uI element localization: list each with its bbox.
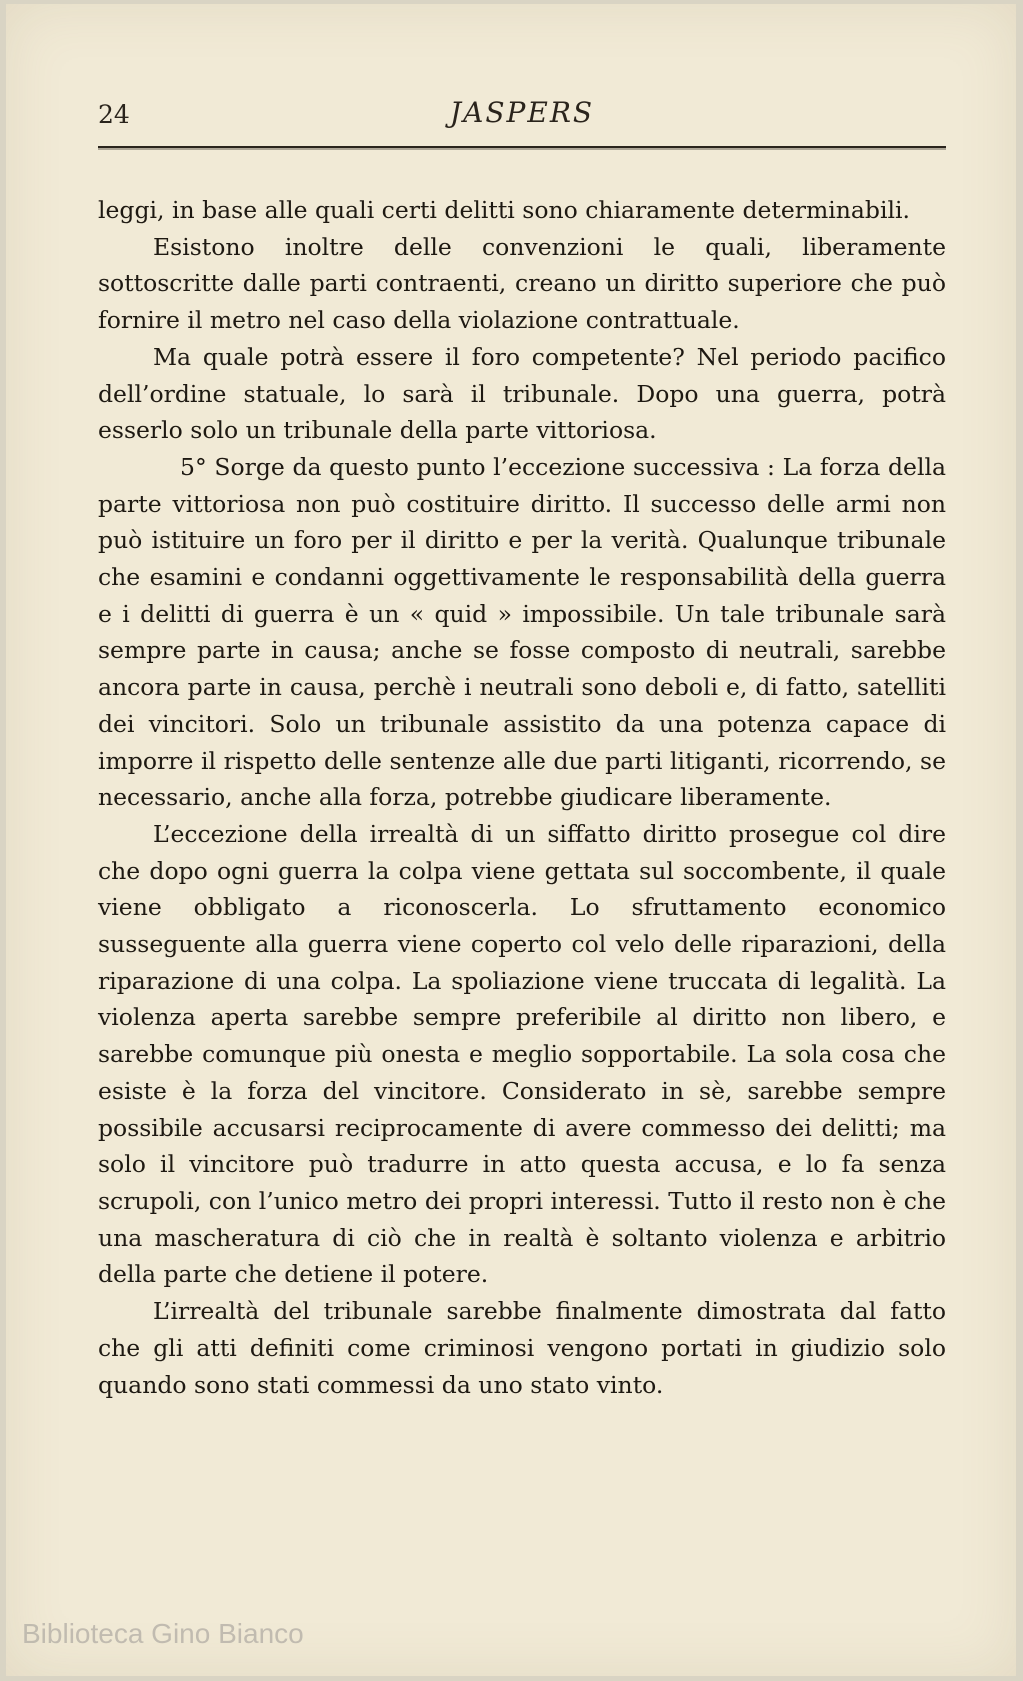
body-text (98, 192, 946, 1403)
paragraph: 5° Sorge da questo punto l’eccezione successiva : La forza della parte vittoriosa non può costituire diritto. Il successo delle armi non può istituire un foro per il diritto e per la verità. Qualunque tribunale che esamini e condanni oggettivamente le responsabilità della guerra e i delitti di guerra è un « quid » impossibile. Un tale tribunale sarà sempre parte in causa; anche se fosse composto di neutrali, sarebbe ancora parte in causa, perchè i neutrali sono deboli e, di fatto, satelliti dei vincitori. Solo un tribunale assistito da una potenza capace di imporre il rispetto delle sentenze alle due parti litiganti, ricorrendo, se necessario, anche alla forza, potrebbe giudicare liberamente. (98, 452, 946, 812)
paragraph: L’irrealtà del tribunale sarebbe finalmente dimostrata dal fatto che gli atti definiti come criminosi vengono portati in giudizio solo quando sono stati commessi da uno stato vinto. (98, 1297, 946, 1399)
paragraph: leggi, in base alle quali certi delitti sono chiaramente determinabili. (98, 196, 910, 224)
paragraph: Esistono inoltre delle convenzioni le quali, liberamente sottoscritte dalle parti contraenti, creano un diritto superiore che può fornire il metro nel caso della violazione contrattuale. (98, 232, 946, 335)
paragraph: Ma quale potrà essere il foro competente? Nel periodo pacifico dell’ordine statuale, lo sarà il tribunale. Dopo una guerra, potrà esserlo solo un tribunale della parte vittoriosa. (98, 342, 946, 445)
page-number: 24 (98, 100, 130, 129)
paragraph: L’eccezione della irrealtà di un siffatto diritto prosegue col dire che dopo ogni guerra la colpa viene gettata sul soccombente, il quale viene obbligato a riconoscerla. Lo sfruttamento economico susseguente alla guerra viene coperto col velo delle riparazioni, della riparazione di una colpa. La spoliazione viene truccata di legalità. La violenza aperta sarebbe sempre preferibile al diritto non libero, e sarebbe comunque più onesta e meglio sopportabile. La sola cosa che esiste è la forza del vincitore. Considerato in sè, sarebbe sempre possibile accusarsi reciprocamente di avere commesso dei delitti; ma solo il vincitore può tradurre in atto questa accusa, e lo fa senza scrupoli, con l’unico metro dei propri interessi. Tutto il resto non è che una mascheratura di ciò che in realtà è soltanto violenza e arbitrio della parte che detiene il potere. (98, 819, 946, 1289)
header-rule (98, 146, 946, 148)
library-watermark: Biblioteca Gino Bianco (22, 1618, 304, 1649)
running-head: JASPERS (449, 96, 595, 129)
book-page (6, 4, 1016, 1676)
page-header (98, 94, 946, 134)
